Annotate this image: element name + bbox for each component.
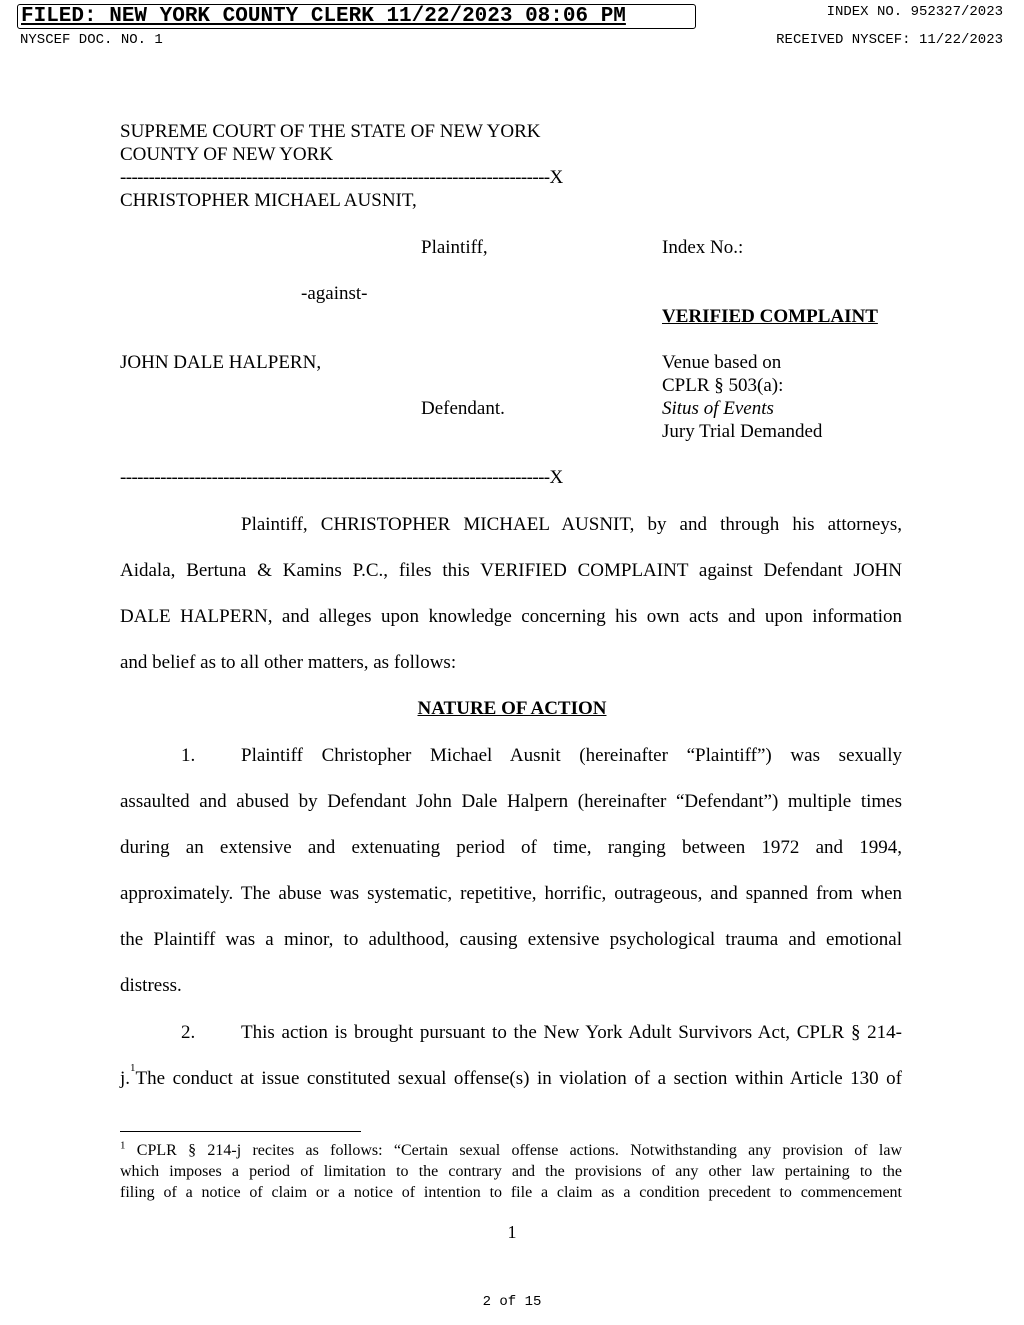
para1-line-5: the Plaintiff was a minor, to adulthood, causing extensive psychological trauma and emotional xyxy=(120,929,902,950)
county-name: COUNTY OF NEW YORK xyxy=(120,144,334,165)
plaintiff-name: CHRISTOPHER MICHAEL AUSNIT, xyxy=(120,190,417,211)
index-no-label: Index No.: xyxy=(662,237,744,258)
footnote-marker: 1 xyxy=(120,1139,126,1152)
plaintiff-role: Plaintiff, xyxy=(421,237,488,258)
para2-line-2 xyxy=(120,1062,902,1090)
nyscef-doc-number: NYSCEF DOC. NO. 1 xyxy=(20,32,163,48)
intro-line-4: and belief as to all other matters, as follows: xyxy=(120,652,457,673)
footnote-line-3: filing of a notice of claim or a notice of intention to file a claim as a condition precedent to commencement xyxy=(120,1184,902,1201)
venue-line-2: CPLR § 503(a): xyxy=(662,375,784,396)
para2-line-2-prefix: j. xyxy=(120,1068,131,1089)
court-name: SUPREME COURT OF THE STATE OF NEW YORK xyxy=(120,121,541,142)
page-of-total: 2 of 15 xyxy=(482,1294,542,1310)
footnote-reference[interactable]: 1 xyxy=(130,1062,136,1074)
defendant-role: Defendant. xyxy=(421,398,505,419)
para1-line-6: distress. xyxy=(120,975,182,996)
footnote-line-1-text: CPLR § 214-j recites as follows: “Certain sexual offense actions. Notwithstanding any provision of law xyxy=(125,1142,902,1159)
intro-line-3: DALE HALPERN, and alleges upon knowledge concerning his own acts and upon information xyxy=(120,606,902,627)
para2-line-1: This action is brought pursuant to the New York Adult Survivors Act, CPLR § 214- xyxy=(241,1022,902,1043)
footnote-line-2: which imposes a period of limitation to the contrary and the provisions of any other law pertaining to the xyxy=(120,1163,902,1180)
jury-demand: Jury Trial Demanded xyxy=(662,421,823,442)
paragraph-number-2: 2. xyxy=(181,1022,196,1043)
document-title: VERIFIED COMPLAINT xyxy=(662,306,878,327)
index-number: INDEX NO. 952327/2023 xyxy=(826,4,1003,20)
venue-line-1: Venue based on xyxy=(662,352,782,373)
received-date: RECEIVED NYSCEF: 11/22/2023 xyxy=(776,32,1003,48)
para1-line-4: approximately. The abuse was systematic, repetitive, horrific, outrageous, and spanned from when xyxy=(120,883,902,904)
footnote-line-1 xyxy=(120,1139,902,1160)
caption-divider-top: ---------------------------------------------------------------------------X xyxy=(120,167,563,188)
paragraph-number-1: 1. xyxy=(181,745,196,766)
footnote-separator xyxy=(120,1131,361,1132)
section-heading: NATURE OF ACTION xyxy=(417,698,607,719)
venue-line-3: Situs of Events xyxy=(662,398,774,419)
para2-line-2-rest: The conduct at issue constituted sexual offense(s) in violation of a section within Article 130 of xyxy=(135,1068,902,1089)
para1-line-3: during an extensive and extenuating period of time, ranging between 1972 and 1994, xyxy=(120,837,902,858)
against-label: -against- xyxy=(301,283,368,304)
intro-line-1: Plaintiff, CHRISTOPHER MICHAEL AUSNIT, by and through his attorneys, xyxy=(241,514,902,535)
page-number: 1 xyxy=(507,1222,517,1242)
intro-line-2: Aidala, Bertuna & Kamins P.C., files this VERIFIED COMPLAINT against Defendant JOHN xyxy=(120,560,902,581)
para1-line-1: Plaintiff Christopher Michael Ausnit (hereinafter “Plaintiff”) was sexually xyxy=(241,745,902,766)
filed-stamp: FILED: NEW YORK COUNTY CLERK 11/22/2023 08:06 PM xyxy=(17,4,696,29)
defendant-name: JOHN DALE HALPERN, xyxy=(120,352,322,373)
caption-divider-bottom: ---------------------------------------------------------------------------X xyxy=(120,467,563,488)
para1-line-2: assaulted and abused by Defendant John Dale Halpern (hereinafter “Defendant”) multiple times xyxy=(120,791,902,812)
